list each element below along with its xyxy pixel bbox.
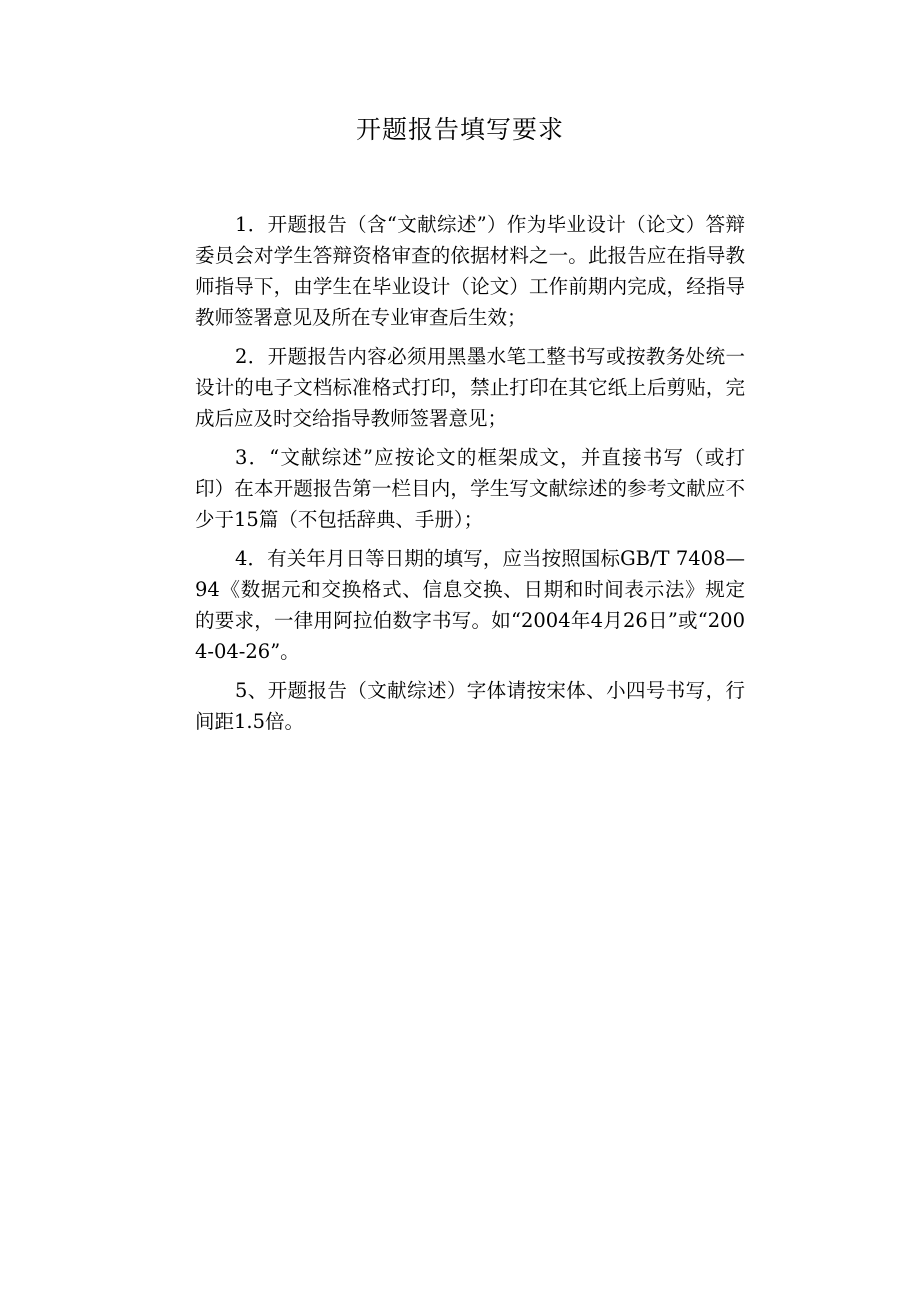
- page-title: 开题报告填写要求: [355, 115, 564, 144]
- requirement-item-2: 2．开题报告内容必须用黑墨水笔工整书写或按教务处统一设计的电子文档标准格式打印，禁止打印在其它纸上后剪贴，完成后应及时交给指导教师签署意见；: [195, 345, 745, 430]
- requirement-item-3: 3．“文献综述”应按论文的框架成文，并直接书写（或打印）在本开题报告第一栏目内，学生写文献综述的参考文献应不少于15篇（不包括辞典、手册）；: [195, 446, 745, 531]
- requirement-item-5: 5、开题报告（文献综述）字体请按宋体、小四号书写，行间距1.5倍。: [195, 679, 745, 733]
- requirement-item-1: 1．开题报告（含“文献综述”）作为毕业设计（论文）答辩委员会对学生答辩资格审查的依据材料之一。此报告应在指导教师指导下，由学生在毕业设计（论文）工作前期内完成，经指导教师签署意见及所在专业审查后生效；: [195, 213, 745, 329]
- requirements-list: [195, 209, 745, 745]
- requirement-item-4: 4．有关年月日等日期的填写，应当按照国标GB/T 7408—94《数据元和交换格式、信息交换、日期和时间表示法》规定的要求，一律用阿拉伯数字书写。如“2004年4月26日”或“2004-04-26”。: [195, 547, 745, 663]
